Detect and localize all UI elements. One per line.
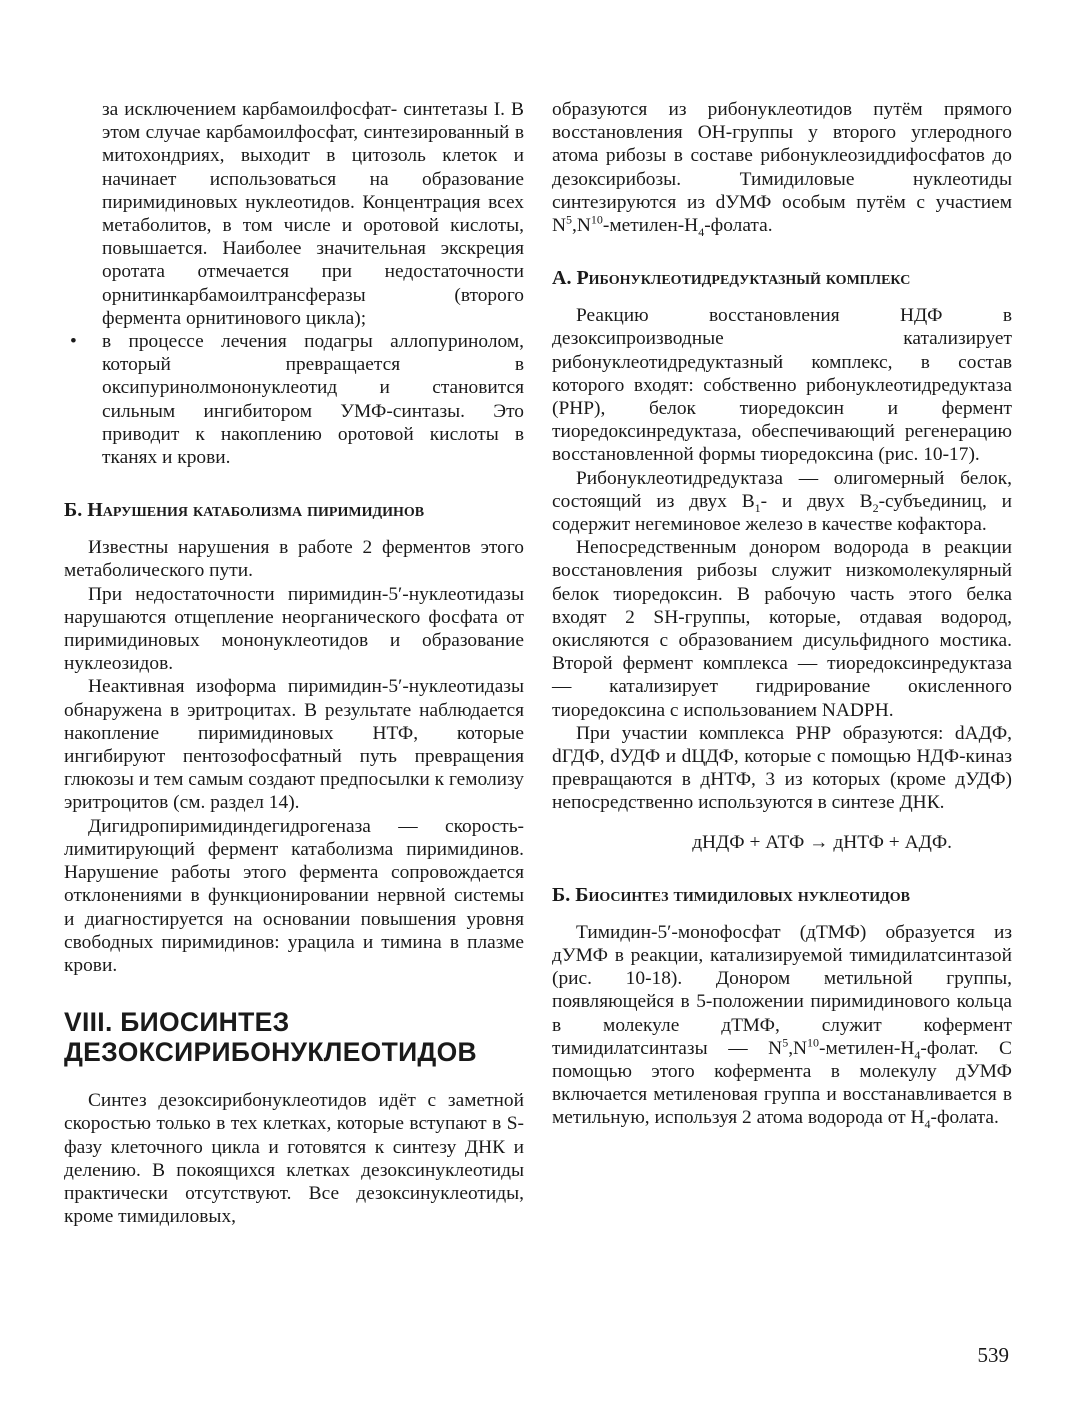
paragraph: Известны нарушения в работе 2 ферментов этого метаболического пути. [64, 537, 524, 582]
paragraph: Тимидин-5′-монофосфат (дТМФ) образуется из дУМФ в реакции, катализируемой тимидилатсинтазой (рис. 10-18). Донором метильной группы, появляющейся в 5-положении пиримидинового кольца в молекуле дТМФ, служит кофермент тимидилатсинтазы — $N^5,N^{10}-метилен-Н_4$-фолат. С помощью этого кофермента в молекулу дУМФ включается метиленовая группа и восстанавливается в метильную, используя 2 атома водорода от $Н_4$-фолата. [552, 921, 1012, 1132]
paragraph: При недостаточности пиримидин-5′-нуклеотидазы нарушаются отщепление неорганического фосфата от пиримидиновых мононуклеотидов и образование нуклеозидов. [64, 583, 524, 675]
heading-pyrimidine-catabolism-disorders: Б. Нарушения катаболизма пиримидинов [64, 499, 425, 522]
paragraph: Дигидропиримидиндегидрогеназа — скорость-лимитирующий фермент катаболизма пиримидинов. Нарушение работы этого фермента сопровождается отклонениями в функционировании нервной системы и диагностируется на основании повышения уровня свободных пиримидинов: урацила и тимина в плазме крови. [64, 815, 524, 976]
left-column [64, 98, 524, 1228]
section-title [64, 1007, 524, 1067]
page-number: 539 [977, 1343, 1009, 1367]
continued-paragraph: за исключением карбамоилфосфат- синтетазы I. В этом случае карбамоилфосфат, синтезированный в митохондриях, выходит в цитозоль клеток и начинает использоваться на образование пиримидиновых нуклеотидов. Концентрация всех метаболитов, в том числе и оротовой кислоты, повышается. Наиболее значительная экскреция оротата отмечается при недостаточности орнитинкарбамоилтрансферазы (второго фермента орнитинового цикла); [102, 99, 524, 329]
heading-ribonucleotide-reductase-complex: А. Рибонуклеотидредуктазный комплекс [552, 267, 911, 290]
paragraph: Рибонуклеотидредуктаза — олигомерный белок, состоящий из двух $B_1-$ и двух $B_2$-субъединиц, и содержит негеминовое железо в качестве кофактора. [552, 467, 1012, 536]
right-column [552, 98, 1012, 1130]
list-item: • в процессе лечения подагры аллопуринолом, который превращается в оксипуринолмононуклеотид и становится сильным ингибитором УМФ-синтазы. Это приводит к накоплению оротовой кислоты в тканях и крови. [64, 330, 524, 469]
bullet-list [64, 330, 524, 469]
paragraph: Синтез дезоксирибонуклеотидов идёт с заметной скоростью только в тех клетках, которые вступают в S-фазу клеточного цикла и готовятся к синтезу ДНК и делению. В покоящихся клетках дезоксинуклеотиды практически отсутствуют. Все дезоксинуклеотиды, кроме тимидиловых, [64, 1090, 524, 1228]
section-title-line1: VIII. БИОСИНТЕЗ [64, 1007, 290, 1038]
paragraph: Непосредственным донором водорода в реакции восстановления рибозы служит низкомолекулярный белок тиоредоксин. В рабочую часть этого белка входят 2 SH-группы, которые, отдавая водород, окисляются с образованием дисульфидного мостика. Второй фермент комплекса — тиоредоксинредуктаза — катализирует гидрирование окисленного тиоредоксина с использованием NADPH. [552, 537, 1012, 721]
section-title-line2: ДЕЗОКСИРИБОНУКЛЕОТИДОВ [64, 1037, 477, 1068]
continued-paragraph: образуются из рибонуклеотидов путём прямого восстановления ОН-группы у второго углеродного атома рибозы в составе рибонуклеозиддифосфатов до дезоксирибозы. Тимидиловые нуклеотиды синтезируются из dУМФ особым путём с участием $N^5,N^{10}-метилен-Н_4$-фолата. [552, 99, 1012, 239]
reaction-equation: дНДФ + АТФ → дНТФ + АДФ. [692, 831, 952, 853]
paragraph: Реакцию восстановления НДФ в дезоксипроизводные катализирует рибонуклеотидредуктазный комплекс, в состав которого входят: собственно рибонуклеотидредуктаза (РНР), белок тиоредоксин и фермент тиоредоксинредуктаза, обеспечивающий регенерацию восстановленной формы тиоредоксина (рис. 10-17). [552, 305, 1012, 466]
paragraph: При участии комплекса РНР образуются: dАДФ, dГДФ, dУДФ и dЦДФ, которые с помощью НДФ-киназ превращаются в дНТФ, 3 из которых (кроме дУДФ) непосредственно используются в синтезе ДНК. [552, 722, 1012, 814]
heading-thymidine-nucleotide-biosynthesis: Б. Биосинтез тимидиловых нуклеотидов [552, 883, 910, 906]
paragraph: Неактивная изоформа пиримидин-5′-нуклеотидазы обнаружена в эритроцитах. В результате наблюдается накопление пиримидиновых НТФ, которые ингибируют пентозофосфатный путь превращения глюкозы и тем самым создают предпосылки к гемолизу эритроцитов (см. раздел 14). [64, 676, 524, 814]
